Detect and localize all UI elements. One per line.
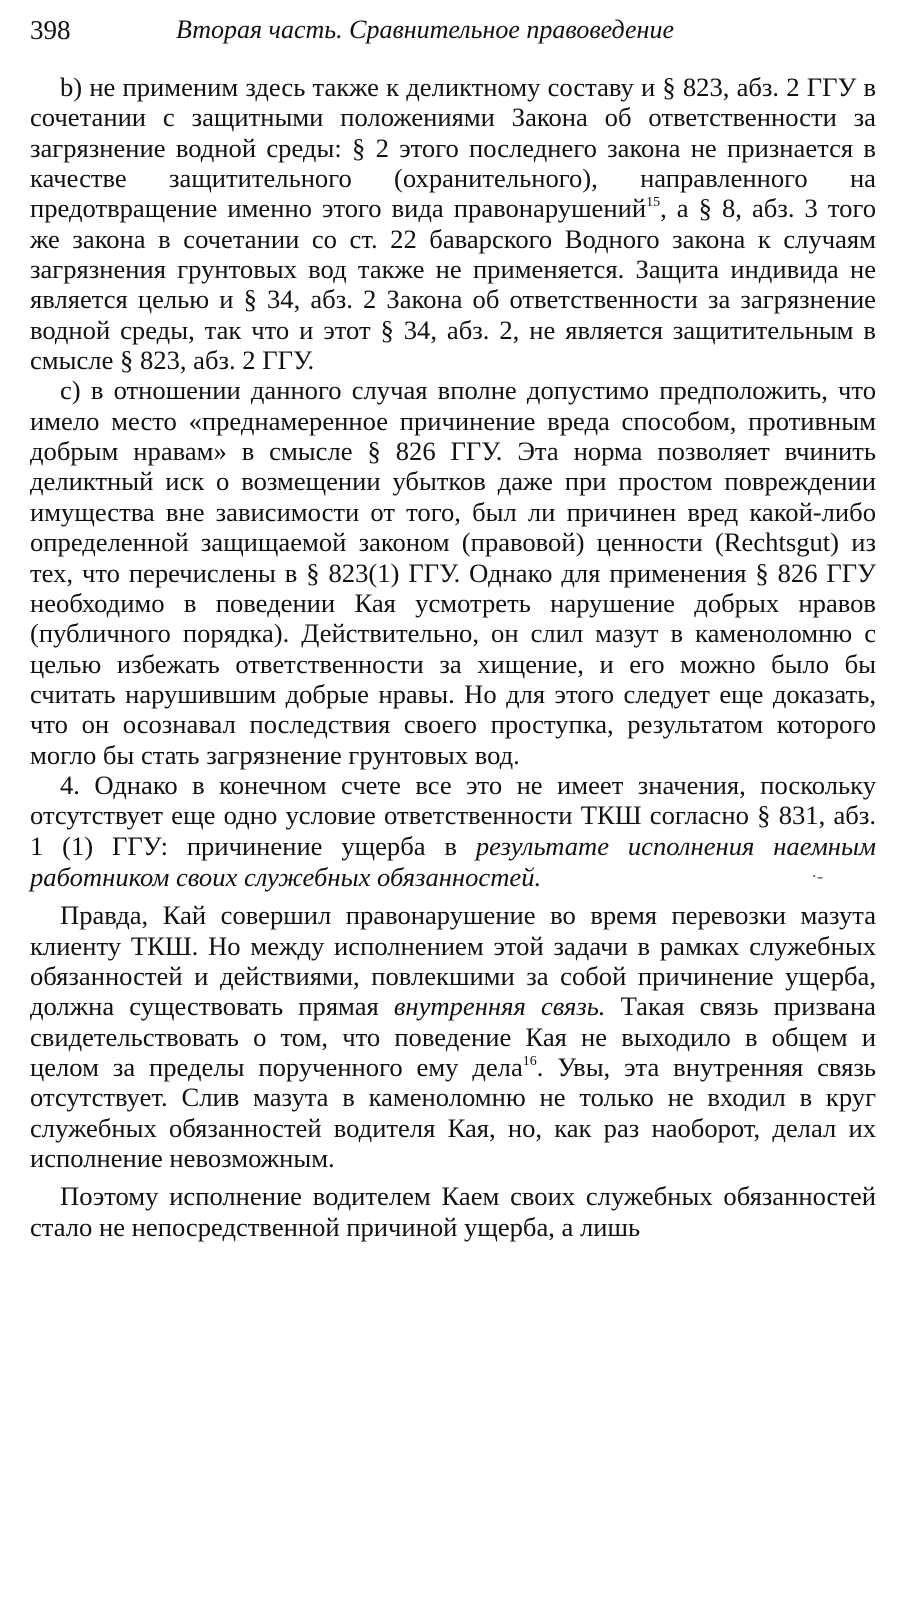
- paragraph-b: [30, 72, 876, 375]
- page-header: [30, 12, 890, 48]
- stray-mark: ·‐: [811, 865, 824, 886]
- running-title: Вторая часть. Сравнительное правоведение: [176, 15, 674, 44]
- paragraph-5-text-2: Такая связь призвана свидетельствовать о том, что поведение Кая не выходило в общем и целом за пределы порученного ему дела: [30, 991, 876, 1082]
- page-number: 398: [30, 15, 71, 45]
- paragraph-6: Поэтому исполнение водителем Каем своих служебных обязанностей стало не непосредственной причиной ущерба, а лишь: [30, 1181, 876, 1242]
- page-body: [30, 72, 876, 1242]
- paragraph-4-text: 4. Однако в конечном счете все это не имеет значения, поскольку отсутствует еще одно условие ответственности ТКШ согласно § 831, абз. 1 (1) ГГУ: причинение ущерба в: [30, 769, 876, 861]
- paragraph-c: с) в отношении данного случая вполне допустимо предположить, что имело место «преднамеренное причинение вреда способом, противным добрым нравам» в смысле § 826 ГГУ. Эта норма позволяет вчинить деликтный иск о возмещении убытков даже при простом повреждении имущества вне зависимости от того, был ли причинен вред какой-либо определенной защищаемой законом (правовой) ценности (Rechtsgut) из тех, что перечислены в § 823(1) ГГУ. Однако для применения § 826 ГГУ необходимо в поведении Кая усмотреть нарушение добрых нравов (публичного порядка). Действительно, он слил мазут в каменоломню с целью избежать ответственности за хищение, и его можно было бы считать нарушившим добрые нравы. Но для этого следует еще доказать, что он осознавал последствия своего проступка, результатом которого могло бы стать загрязнение грунтовых вод.: [30, 375, 876, 770]
- paragraph-5-text-1: Правда, Кай совершил правонарушение во время перевозки мазута клиенту ТКШ. Но между исполнением этой задачи в рамках служебных обязанностей и действиями, повлекшими за собой причинение ущерба, должна существовать прямая: [30, 900, 876, 1022]
- paragraph-4: [30, 770, 876, 892]
- paragraph-b-text-1: b) не применим здесь также к деликтному составу и § 823, абз. 2 ГГУ в сочетании с защитными положениями Закона об ответственности за загрязнение водной среды: § 2 этого последнего закона не признается в качестве защитительного (охранительного), направленного на предотвращение именно этого вида правонарушений: [30, 72, 876, 224]
- footnote-ref-15: 15: [646, 195, 661, 211]
- paragraph-5-text-3: . Увы, эта внутренняя связь отсутствует. Слив мазута в каменоломню не только не входил в круг служебных обязанностей водителя Кая, но, как раз наоборот, делал их исполнение невозможным.: [30, 1052, 876, 1174]
- paragraph-b-text-2: , а § 8, абз. 3 того же закона в сочетании со ст. 22 баварского Водного закона к случаям загрязнения грунтовых вод также не применяется. Защита индивида не является целью и § 34, абз. 2 Закона об ответственности за загрязнение водной среды, так что и этот § 34, абз. 2, не является защитительным в смысле § 823, абз. 2 ГГУ.: [30, 193, 876, 376]
- paragraph-4-emphasis: результате исполнения наемным работником своих служебных обязанностей.: [30, 830, 876, 892]
- footnote-ref-16: 16: [522, 1054, 537, 1069]
- paragraph-5-emphasis: внутренняя связь.: [393, 991, 606, 1022]
- paragraph-5: [30, 900, 876, 1173]
